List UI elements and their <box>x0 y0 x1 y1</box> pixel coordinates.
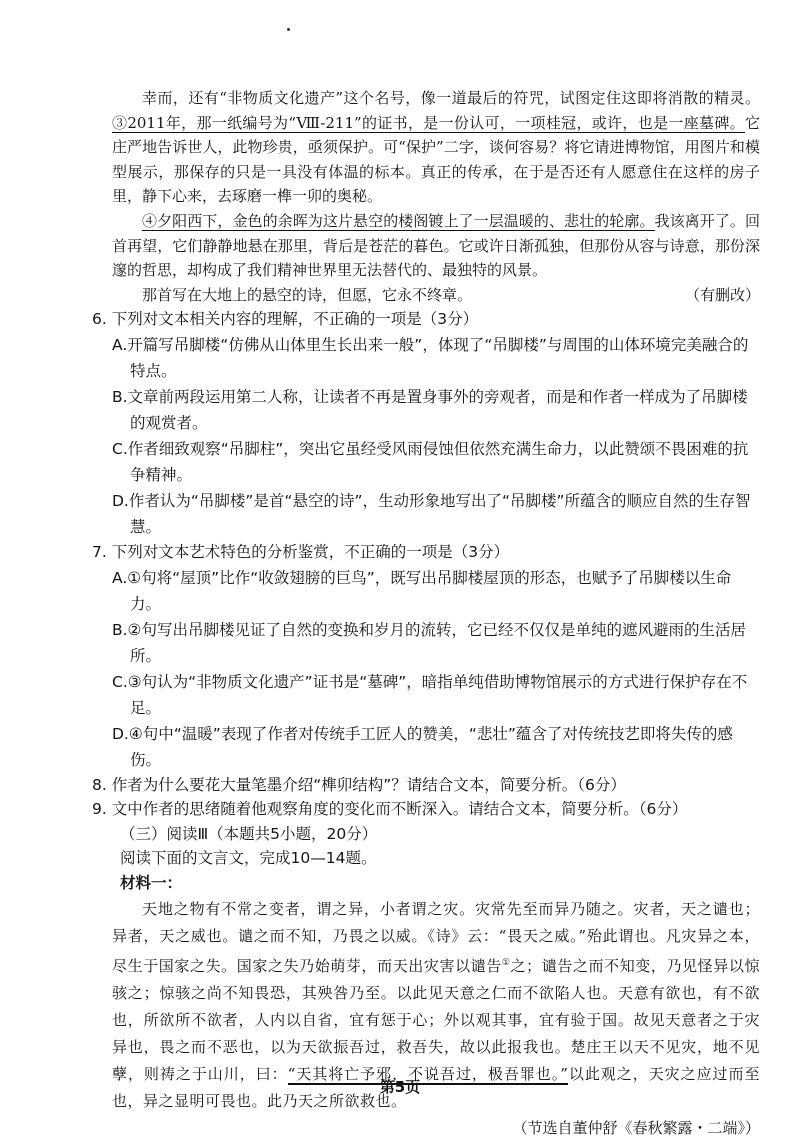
passage-paragraph-3: 那首写在大地上的悬空的诗，但愿，它永不终章。 （有删改） <box>112 283 760 308</box>
question-6-stem: 6. 下列对文本相关内容的理解，不正确的一项是（3分） <box>92 310 479 329</box>
question-7-option-d: D.④句中“温暖”表现了作者对传统手工匠人的赞美，“悲壮”蕴含了对传统技艺即将失传的感伤。 <box>112 724 733 769</box>
scan-speck <box>287 28 290 31</box>
question-8: 8. 作者为什么要花大量笔墨介绍“榫卯结构”？请结合文本，简要分析。（6分） <box>92 775 626 794</box>
question-7-option-c: C.③句认为“非物质文化遗产”证书是“墓碑”，暗指单纯借助博物馆展示的方式进行保护存在不足。 <box>112 672 748 717</box>
underlined-sentence-4: ④夕阳西下，金色的余晖为这片悬空的楼阁镀上了一层温暖的、悲壮的轮廓。 <box>142 211 655 230</box>
question-9: 9. 文中作者的思绪随着他观察角度的变化而不断深入。请结合文本，简要分析。（6分） <box>92 800 688 819</box>
underlined-sentence-3: ③2011年，那一纸编号为“Ⅷ-211”的证书，是一份认可，一项桂冠，或许，也是一座墓碑。 <box>112 113 745 132</box>
section-3-instruction: 阅读下面的文言文，完成10—14题。 <box>120 849 377 868</box>
passage-paragraph-2: ④夕阳西下，金色的余晖为这片悬空的楼阁镀上了一层温暖的、悲壮的轮廓。我该离开了。回首再望，它们静静地悬在那里，背后是苍茫的暮色。它或许日渐孤独，但那份从容与诗意，那份深邃的哲思，却构成了我们精神世界里无法替代的、最独特的风景。 <box>112 211 760 280</box>
question-7-stem: 7. 下列对文本艺术特色的分析鉴赏，不正确的一项是（3分） <box>92 542 510 561</box>
classical-text: 天地之物有不常之变者，谓之异，小者谓之灾。灾常先至而异乃随之。灾者，天之谴也；异者，天之威也。谴之而不知，乃畏之以威。《诗》云：“畏天之威。”殆此谓也。凡灾异之本，尽生于国家之失。国家之失乃始萌芽，而天出灾害以谴告①之；谴告之而不知变，乃见怪异以惊骇之；惊骇之尚不知畏恐，其殃咎乃至。以此见天意之仁而不欲陷人也。天意有欲也，有不欲也，所欲所不欲者，人内以自省，宜有惩于心；外以观其事，宜有验于国。故见天意者之于灾异也，畏之而不恶也，以为天欲振吾过，救吾失，故以此报我也。楚庄王以天不见灾，地不见孽，则祷之于山川，曰：“天其将亡予邪，不说吾过，极吾罪也。”以此观之，天灾之应过而至也，异之显明可畏也。此乃天之所欲救也。 <box>112 899 760 1110</box>
page-content <box>92 86 760 1141</box>
question-7-option-a: A.①句将“屋顶”比作“收敛翅膀的巨鸟”，既写出吊脚楼屋顶的形态，也赋予了吊脚楼以生命力。 <box>112 568 732 613</box>
underlined-quote: “天其将亡予邪，不说吾过，极吾罪也。” <box>287 1064 569 1083</box>
abridged-note: （有删改） <box>684 285 760 304</box>
section-3-title: （三）阅读Ⅲ（本题共5小题，20分） <box>120 824 378 843</box>
material-1-label: 材料一： <box>120 873 183 892</box>
passage-paragraph-1: 幸而，还有“非物质文化遗产”这个名号，像一道最后的符咒，试图定住这即将消散的精灵。③2011年，那一纸编号为“Ⅷ-211”的证书，是一份认可，一项桂冠，或许，也是一座墓碑。它庄严地告诉世人，此物珍贵，亟须保护。可“保护”二字，谈何容易？将它请进博物馆，用图片和模型展示，那保存的只是一具没有体温的标本。真正的传承，在于是否还有人愿意住在这样的房子里，静下心来，去琢磨一榫一卯的奥秘。 <box>112 89 760 206</box>
page-number: 第5页 <box>379 1078 421 1096</box>
question-6-option-b: B.文章前两段运用第二人称，让读者不再是置身事外的旁观者，而是和作者一样成为了吊脚楼的观赏者。 <box>112 387 748 432</box>
question-6-option-a: A.开篇写吊脚楼“仿佛从山体里生长出来一般”，体现了“吊脚楼”与周围的山体环境完美融合的特点。 <box>112 335 749 380</box>
source-citation: （节选自董仲舒《春秋繁露・二端》） <box>512 1118 760 1137</box>
footnote-marker: ① <box>501 957 511 968</box>
question-6-option-c: C.作者细致观察“吊脚柱”，突出它虽经受风雨侵蚀但依然充满生命力，以此赞颂不畏困难的抗争精神。 <box>112 439 749 484</box>
question-7-option-b: B.②句写出吊脚楼见证了自然的变换和岁月的流转，它已经不仅仅是单纯的遮风避雨的生活居所。 <box>112 620 746 665</box>
question-6-option-d: D.作者认为“吊脚楼”是首“悬空的诗”，生动形象地写出了“吊脚楼”所蕴含的顺应自然的生存智慧。 <box>112 491 751 536</box>
